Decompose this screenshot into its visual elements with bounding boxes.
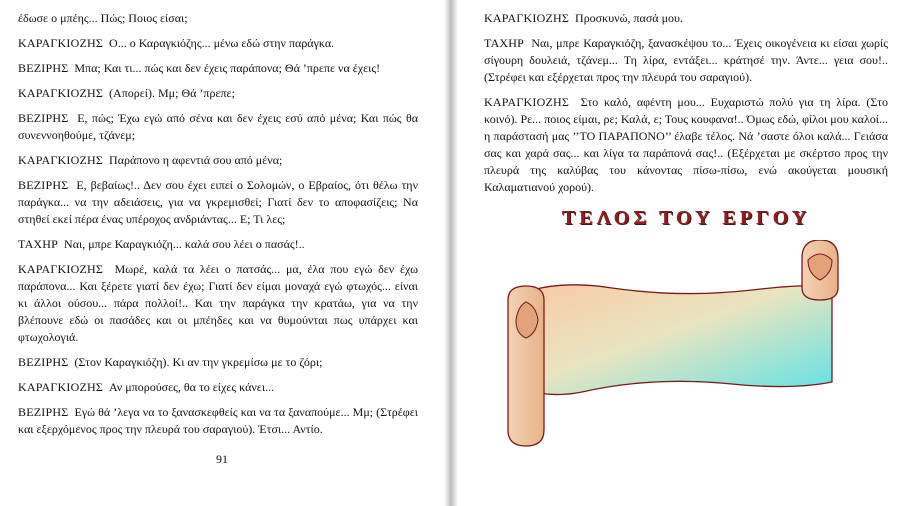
speaker-name: ΚΑΡΑΓΚΙΟΖΗΣ: [18, 262, 104, 276]
paragraph: [18, 85, 418, 102]
dialogue-text: (Στον Καραγκιόζη). Κι αν την γκρεμίσω με το ζόρι;: [74, 355, 323, 369]
speaker-name: ΒΕΖΙΡΗΣ: [18, 111, 69, 125]
dialogue-text: Μπα; Και τι... πώς και δεν έχεις παράπονα; Θά ’πρεπε να έχεις!: [74, 61, 381, 75]
paragraph: [18, 152, 418, 169]
paragraph: [18, 404, 418, 438]
paragraph: [18, 379, 418, 396]
dialogue-text: Ναι, μπρε Καραγκιόζη... καλά σου λέει ο πασάς!..: [64, 237, 305, 251]
paragraph: [18, 35, 418, 52]
parchment-scroll-image: [502, 240, 852, 450]
scroll-sheet: [526, 285, 832, 395]
dialogue-text: Εγώ θά ’λεγα να το ξανασκεφθείς και να τα ξαναπούμε... Μμ; (Στρέφει και εξερχόμενος προς την πλευρά του σαραγιού). Έτσι... Αντίο.: [18, 405, 418, 436]
paragraph: [484, 35, 888, 86]
end-of-play-title: ΤΕΛΟΣ ΤΟΥ ΕΡΓΟΥ: [561, 207, 811, 229]
right-page: [458, 0, 901, 506]
paragraph: [18, 261, 418, 346]
right-page-text: [484, 10, 888, 204]
page-number: 91: [216, 452, 228, 466]
speaker-name: ΚΑΡΑΓΚΙΟΖΗΣ: [18, 86, 104, 100]
speaker-name: ΚΑΡΑΓΚΙΟΖΗΣ: [18, 380, 104, 394]
speaker-name: ΤΑΧΗΡ: [484, 36, 525, 50]
paragraph: [18, 177, 418, 228]
dialogue-text: Παράπονο η αφεντιά σου από μένα;: [109, 153, 283, 167]
dialogue-text: Μωρέ, καλά τα λέει ο πατσάς... μα, έλα που εγώ δεν έχω παράπονα... Και ξέρετε γιατί δεν έχω; Γιατί δεν είμαι μοναχά εγώ φτωχός... είναι κι άλλοι ούσου... πάρα πολλοί!.. Και την παράγκα την κρατάω, για να την βλέπουνε εδώ οι πασάδες και οι μπέηδες και να θυμούνται πως υπάρχει και φτωχολογιά.: [18, 262, 418, 344]
paragraph: [484, 10, 888, 27]
speaker-name: ΚΑΡΑΓΚΙΟΖΗΣ: [484, 95, 570, 109]
speaker-name: ΚΑΡΑΓΚΙΟΖΗΣ: [18, 36, 104, 50]
speaker-name: ΚΑΡΑΓΚΙΟΖΗΣ: [18, 153, 104, 167]
dialogue-text: Ε, βεβαίως!.. Δεν σου έχει ειπεί ο Σολομών, ο Εβραίος, ότι θέλω την παράγκα... να την αδειάσεις, για να γκρεμισθεί; Γιατί δεν το αποφασίζεις; Να στηθεί εκεί πέρα ένας υπέροχος ανδριάντας... Ε; Τι λες;: [18, 178, 419, 226]
dialogue-text: Στο καλό, αφέντη μου... Ευχαριστώ πολύ για τη λίρα. (Στο κοινό). Ρε... ποιος είμαι, ρε; Καλά, ε; Τους κουφανα!.. Όμως εδώ, φίλοι μου καλοί... η παράστασή μας ’’ΤΟ ΠΑΡΑΠΟΝΟ’’ έλαβε τέλος. Νά ’σαστε όλοι καλά... Γειάσα σας και χαρά σας... και λίγα τα παράπονά σας!.. (Εξέρχεται με σκέρτσο προς την πλευρά της καλύβας του κάνοντας πίσω-πίσω, ενώ ακούγεται μουσική Καλαματιανού χορού).: [484, 95, 888, 194]
dialogue-text: Ο... ο Καραγκιόζης... μένω εδώ στην παράγκα.: [109, 36, 335, 50]
paragraph: [18, 10, 418, 27]
dialogue-text: Ναι, μπρε Καραγκιόζη, ξανασκέψου το... Έχεις οικογένεια κι είσαι χωρίς σίγουρη δουλειά, τζάνεμ... Τη λίρα, εντάξει... κράτησέ την. Άντε... γεια σου!.. (Στρέφει και εξέρχεται προς την πλευρά του σαραγιού).: [484, 36, 888, 84]
speaker-name: ΒΕΖΙΡΗΣ: [18, 355, 69, 369]
dialogue-text: έδωσε ο μπέης... Πώς; Ποιος είσαι;: [18, 11, 188, 25]
dialogue-text: Ε, πώς; Έχω εγώ από σένα και δεν έχεις εσύ από μένα; Και πώς θα συνεννοηθούμε, τζάνεμ;: [18, 111, 418, 142]
speaker-name: ΒΕΖΙΡΗΣ: [18, 405, 69, 419]
left-page-text: [18, 10, 418, 446]
paragraph: [18, 60, 418, 77]
dialogue-text: Αν μπορούσες, θα το είχες κάνει...: [109, 380, 275, 394]
paragraph: [484, 94, 888, 196]
left-page: [0, 0, 444, 506]
speaker-name: ΤΑΧΗΡ: [18, 237, 59, 251]
paragraph: [18, 236, 418, 253]
speaker-name: ΒΕΖΙΡΗΣ: [18, 178, 69, 192]
paragraph: [18, 110, 418, 144]
book-gutter: [444, 0, 458, 506]
paragraph: [18, 354, 418, 371]
dialogue-text: Προσκυνώ, πασά μου.: [575, 11, 683, 25]
speaker-name: ΒΕΖΙΡΗΣ: [18, 61, 69, 75]
speaker-name: ΚΑΡΑΓΚΙΟΖΗΣ: [484, 11, 570, 25]
dialogue-text: (Απορεί). Μμ; Θά ’πρεπε;: [109, 86, 235, 100]
